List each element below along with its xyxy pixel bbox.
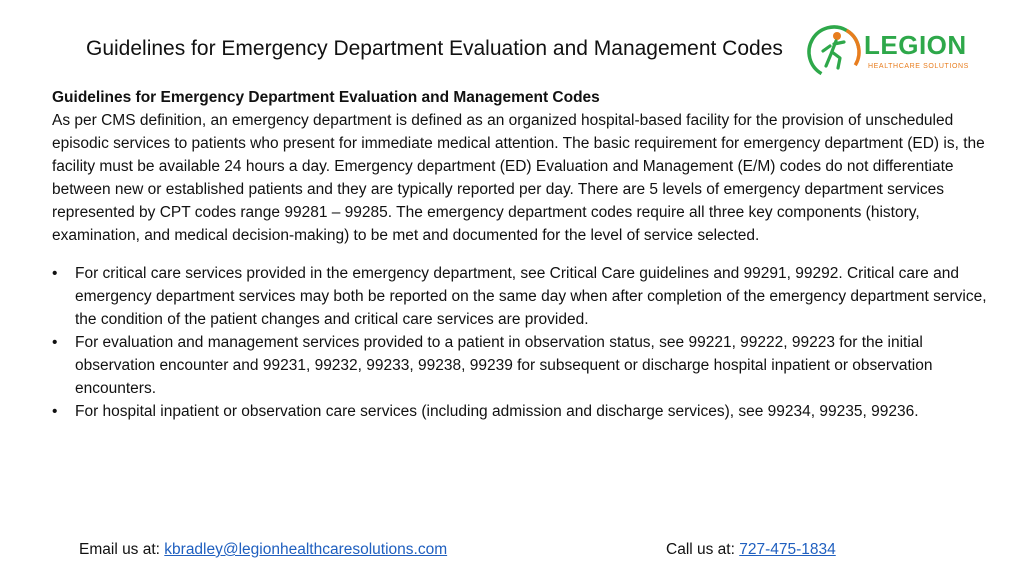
bullet-item-observation	[52, 331, 992, 400]
bullet-icon: •	[52, 334, 58, 351]
section-heading: Guidelines for Emergency Department Evaluation and Management Codes	[52, 89, 600, 106]
logo-tagline: HEALTHCARE SOLUTIONS	[868, 63, 969, 70]
footer-email	[79, 538, 447, 561]
bullet-text: For evaluation and management services provided to a patient in observation status, see 99221, 99222, 99223 for the initial observation encounter and 99231, 99232, 99233, 99238, 99239 for subsequent or discharge hospital inpatient or observation encounters.	[75, 334, 933, 397]
email-link[interactable]: kbradley@legionhealthcaresolutions.com	[164, 541, 448, 558]
bullet-icon: •	[52, 403, 58, 420]
content-body	[52, 86, 992, 423]
logo-wordmark: LEGION	[864, 30, 967, 60]
phone-label: Call us at:	[666, 541, 740, 558]
bullet-text: For critical care services provided in the emergency department, see Critical Care guidelines and 99291, 99292. Critical care and emergency department services may both be reported on the same day when after completion of the emergency department service, the condition of the patient changes and critical care services are provided.	[75, 265, 987, 328]
bullet-icon: •	[52, 265, 58, 282]
email-label: Email us at:	[79, 541, 165, 558]
slide-title: Guidelines for Emergency Department Evaluation and Management Codes	[86, 37, 783, 60]
bullet-text: For hospital inpatient or observation care services (including admission and discharge services), see 99234, 99235, 99236.	[75, 403, 919, 420]
phone-link[interactable]: 727-475-1834	[739, 541, 836, 558]
legion-logo	[804, 20, 988, 84]
legion-logo-icon	[804, 22, 864, 82]
footer-phone	[666, 538, 836, 561]
bullet-item-critical-care	[52, 262, 992, 331]
bullet-list	[52, 262, 992, 423]
intro-paragraph: As per CMS definition, an emergency department is defined as an organized hospital-based facility for the provision of unscheduled episodic services to patients who present for immediate medical attention. The basic requirement for emergency department (ED) is, the facility must be available 24 hours a day. Emergency department (ED) Evaluation and Management (E/M) codes do not differentiate between new or established patients and they are typically reported per day. There are 5 levels of emergency department services represented by CPT codes range 99281 – 99285. The emergency department codes require all three key components (history, examination, and medical decision-making) to be met and documented for the level of service selected.	[52, 112, 985, 244]
bullet-item-inpatient	[52, 400, 992, 423]
